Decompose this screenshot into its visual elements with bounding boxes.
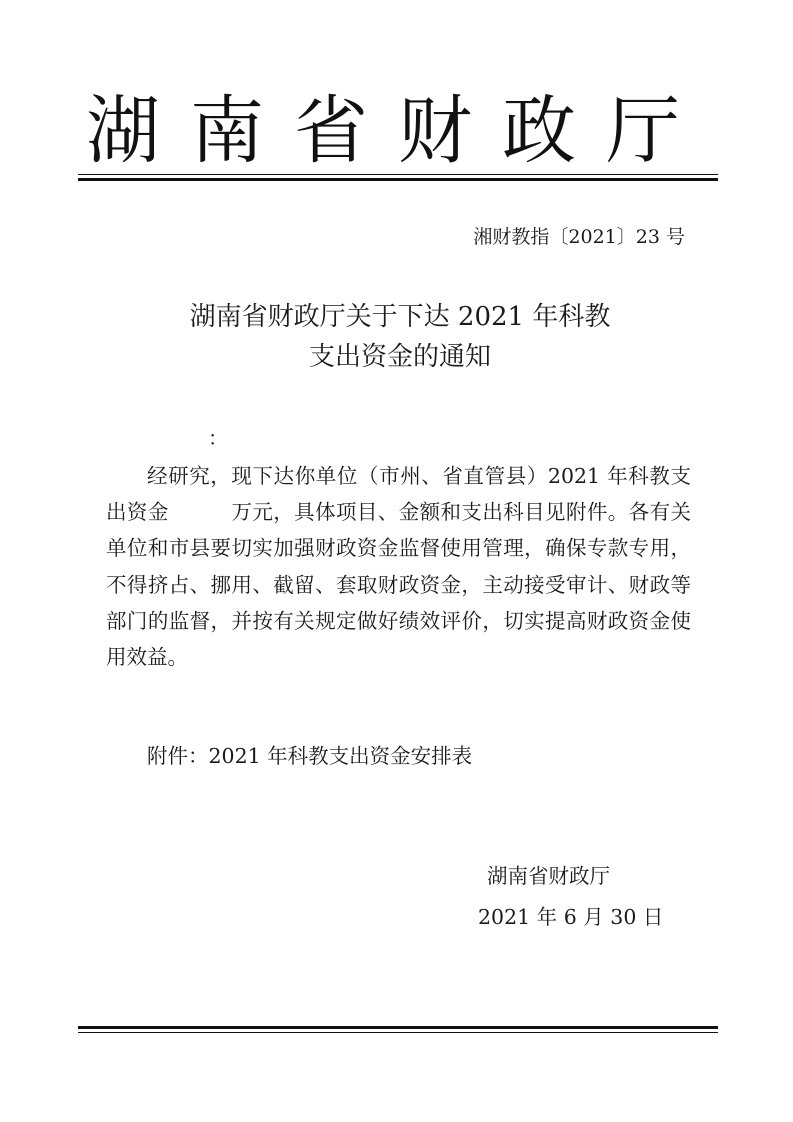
body-paragraph: 经研究，现下达你单位（市州、省直管县）2021 年科教支出资金 万元，具体项目、金额和支出科目见附件。各有关单位和市县要切实加强财政资金监督使用管理，确保专款专用，不得挤占、挪用、截留、套取财政资金，主动接受审计、财政等部门的监督，并按有关规定做好绩效评价，切实提高财政资金使用效益。: [106, 464, 691, 670]
issuing-authority: 湖南省财政厅: [487, 864, 610, 888]
addressee: ：: [208, 426, 228, 450]
document-number: 湘财教指〔2021〕23 号: [473, 226, 685, 248]
attachment-line: 附件：2021 年科教支出资金安排表: [147, 744, 473, 768]
document-title-line-1: 湖南省财政厅关于下达 2021 年科教: [189, 302, 611, 332]
document-title-line-2: 支出资金的通知: [308, 342, 491, 372]
footer-rule-thin: [78, 1032, 718, 1033]
footer-rule-thick: [78, 1026, 718, 1029]
issue-date: 2021 年 6 月 30 日: [478, 905, 664, 929]
letterhead-title: 湖南省财政厅: [86, 88, 710, 174]
letterhead-rule-thin: [78, 174, 718, 175]
letterhead-rule-thick: [78, 178, 718, 181]
document-title: [120, 297, 680, 377]
